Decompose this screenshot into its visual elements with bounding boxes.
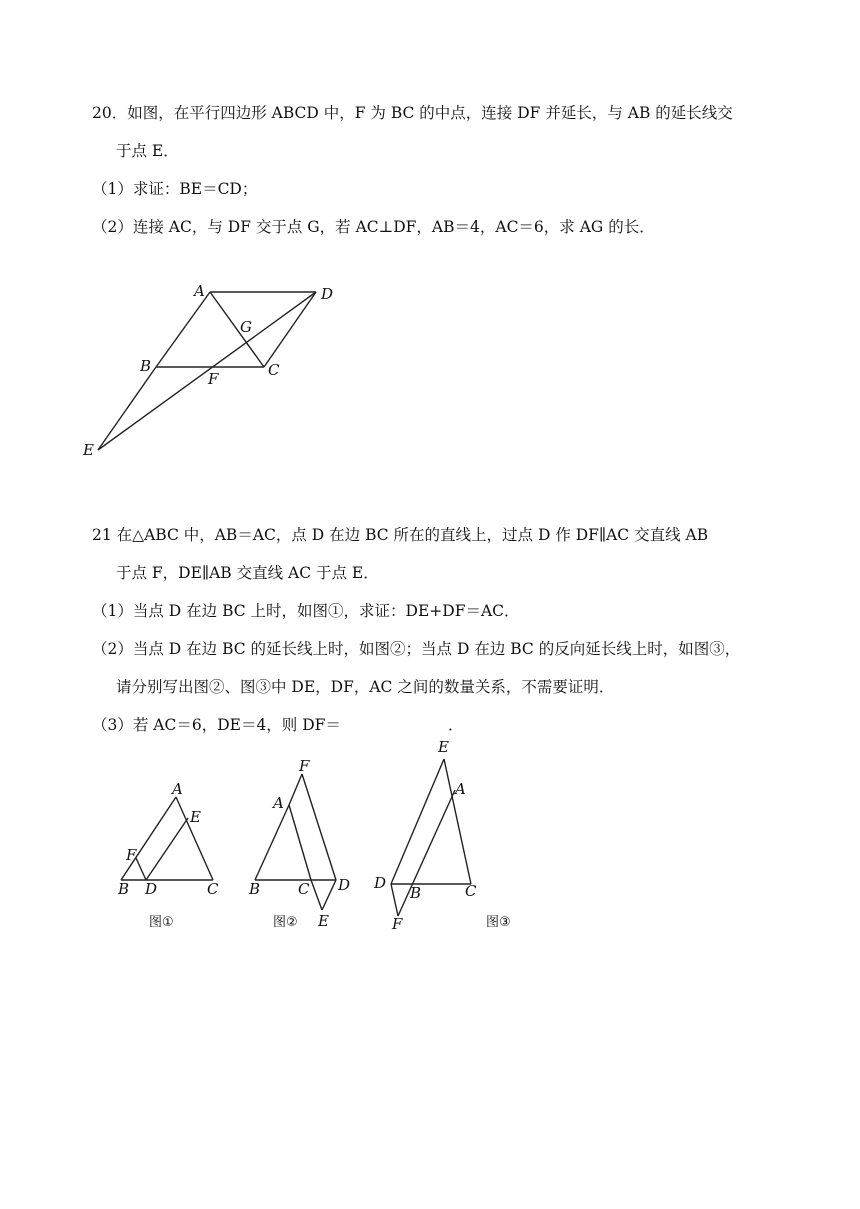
- q21-line1: 21 在△ABC 中，AB＝AC，点 D 在边 BC 所在的直线上，过点 D 作 DF∥AC 交直线 AB: [92, 526, 709, 544]
- f2-label-D: D: [338, 876, 351, 894]
- label-B: B: [140, 357, 152, 375]
- f1-label-A: A: [172, 780, 183, 798]
- label-C: C: [268, 361, 280, 379]
- q20-line2: 于点 E．: [116, 142, 179, 160]
- q21-part2a: （2）当点 D 在边 BC 的延长线上时，如图②；当点 D 在边 BC 的反向延长线上时，如图③，: [92, 640, 741, 658]
- f3-label-A: A: [455, 780, 466, 798]
- f2-caption: 图②: [273, 915, 298, 930]
- f1-label-F: F: [126, 846, 137, 864]
- f1-label-B: B: [118, 880, 130, 898]
- f2-label-A: A: [273, 794, 284, 812]
- f2-label-B: B: [249, 880, 261, 898]
- q20-part1: （1）求证：BE＝CD；: [92, 180, 258, 198]
- q21-part1: （1）当点 D 在边 BC 上时，如图①，求证：DE+DF＝AC．: [92, 602, 520, 620]
- label-F: F: [208, 370, 219, 388]
- label-E: E: [83, 441, 94, 459]
- f3-caption: 图③: [486, 915, 511, 930]
- f3-label-F: F: [392, 915, 403, 933]
- q21-part3: （3）若 AC＝6，DE＝4，则 DF＝: [92, 716, 341, 734]
- f3-label-C: C: [465, 882, 477, 900]
- f3-EC: [444, 759, 471, 884]
- q21-part3-end: ．: [448, 716, 464, 734]
- q20-part2: （2）连接 AC，与 DF 交于点 G，若 AC⊥DF，AB＝4，AC＝6，求 AG 的长．: [92, 218, 655, 236]
- label-A: A: [194, 282, 205, 300]
- f3-DE: [391, 759, 444, 884]
- f1-label-D: D: [145, 880, 158, 898]
- f1-label-C: C: [207, 880, 219, 898]
- q21-part2b: 请分别写出图②、图③中 DE，DF，AC 之间的数量关系，不需要证明．: [116, 678, 615, 696]
- q20-line1: 20．如图，在平行四边形 ABCD 中，F 为 BC 的中点，连接 DF 并延长，与 AB 的延长线交: [92, 104, 733, 122]
- f1-label-E: E: [190, 808, 201, 826]
- label-G: G: [240, 318, 252, 336]
- f2-label-E: E: [318, 912, 329, 930]
- f3-label-E: E: [438, 738, 449, 756]
- f3-DF: [391, 884, 398, 916]
- f1-caption: 图①: [149, 915, 174, 930]
- label-D: D: [321, 285, 334, 303]
- f2-label-C: C: [298, 880, 310, 898]
- f2-label-F: F: [299, 757, 310, 775]
- q21-line2: 于点 F，DE∥AB 交直线 AC 于点 E．: [116, 564, 379, 582]
- f3-label-D: D: [374, 874, 387, 892]
- f3-AF: [398, 790, 455, 916]
- f3-label-B: B: [410, 884, 422, 902]
